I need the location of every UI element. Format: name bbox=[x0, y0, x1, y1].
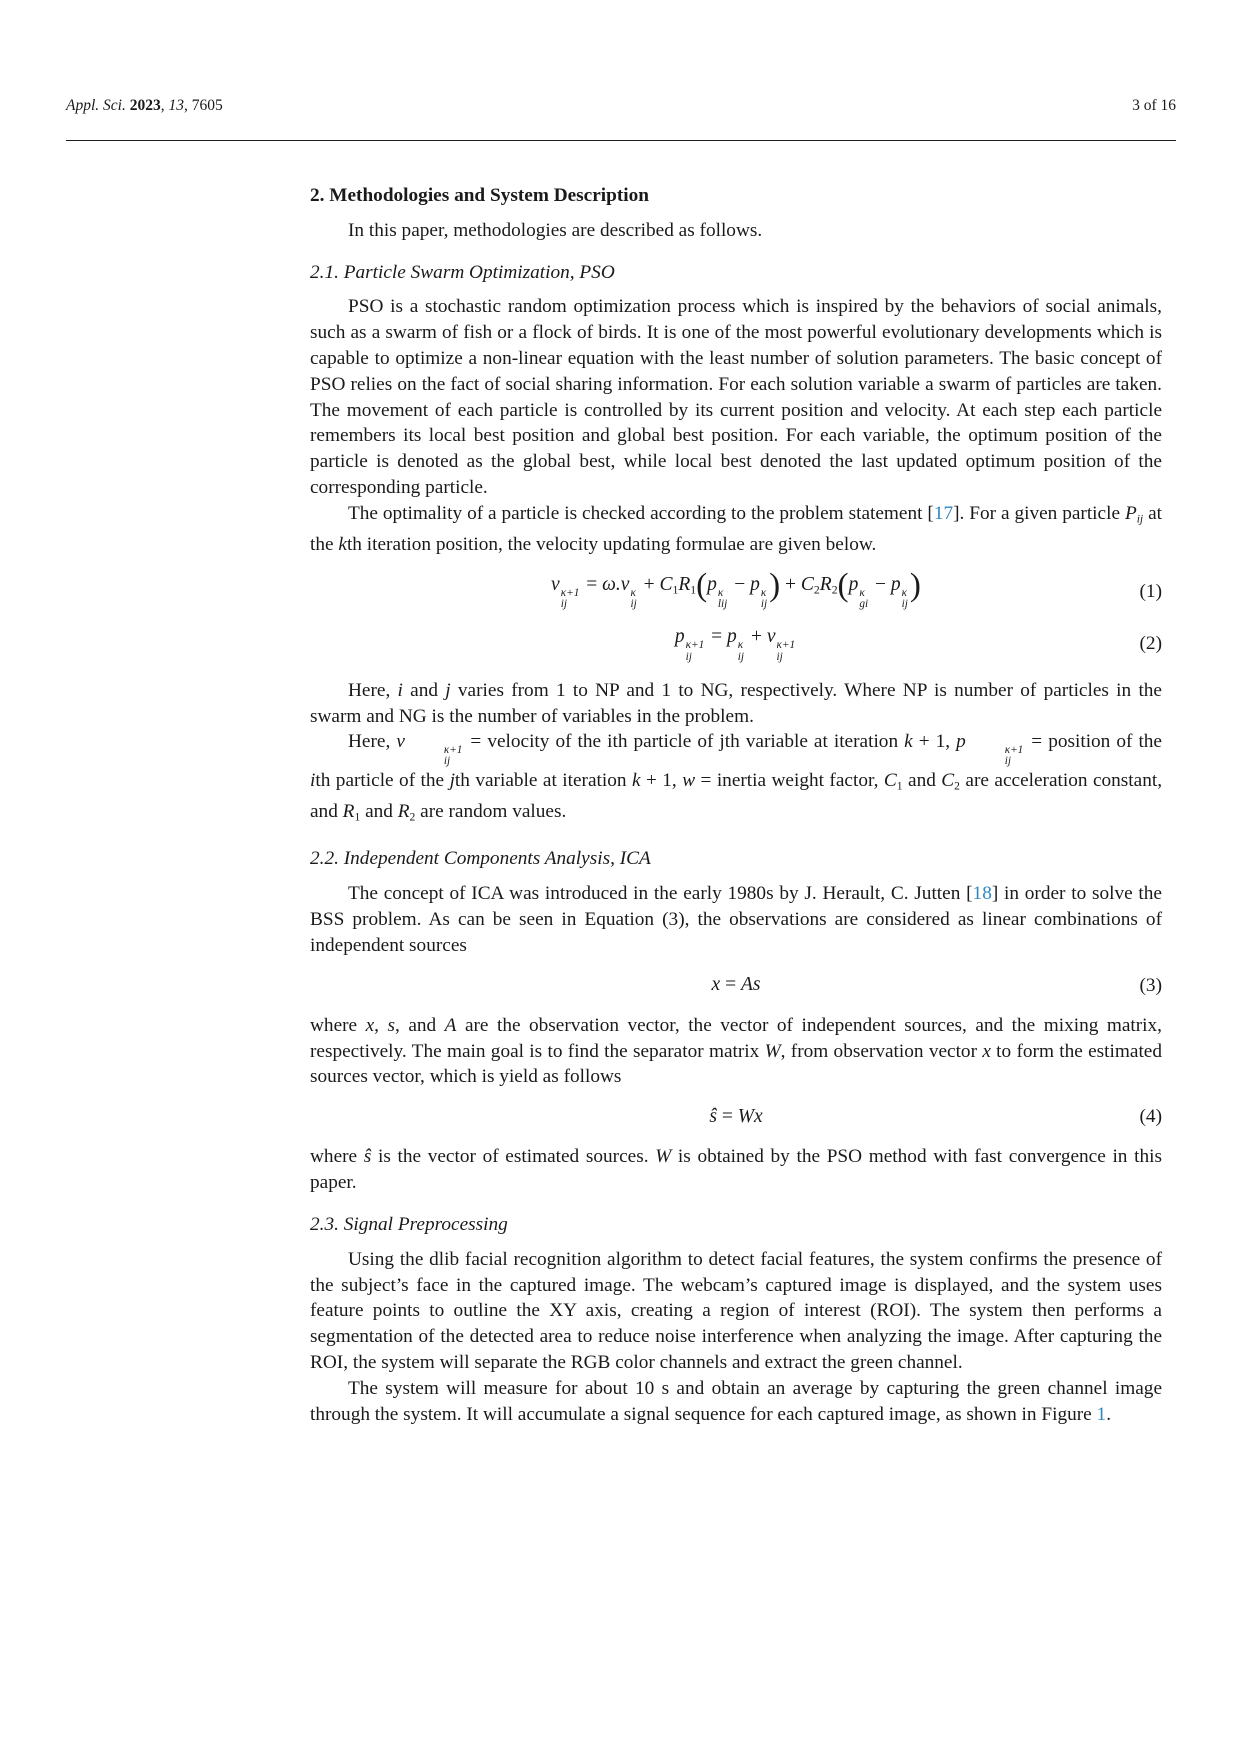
equation-3 bbox=[310, 973, 1162, 997]
paragraph-estimated-sources: where ŝ is the vector of estimated sources. W is obtained by the PSO method with fast convergence in this paper. bbox=[310, 1146, 1162, 1194]
math-supsub: κ+1 ij bbox=[776, 639, 796, 663]
equation-3-content: x = As bbox=[711, 974, 761, 996]
math-supsub: κ+1 ij bbox=[685, 639, 705, 663]
content-column bbox=[310, 183, 1162, 1427]
paragraph-optimality: The optimality of a particle is checked according to the problem statement [17]. For a given particle Pij at the kth iteration position, the velocity updating formulae are given below. bbox=[310, 502, 1162, 556]
ref-17-link[interactable]: 17 bbox=[933, 502, 954, 524]
ref-18-link[interactable]: 18 bbox=[972, 882, 992, 904]
paragraph-measurement: The system will measure for about 10 s and obtain an average by capturing the green channel image through the system. It will accumulate a signal sequence for each captured image, as shown in Figure 1. bbox=[310, 1377, 1162, 1425]
math-supsub: κ ij bbox=[737, 639, 745, 663]
equation-4-number: (4) bbox=[1139, 1106, 1162, 1128]
paragraph-ica: The concept of ICA was introduced in the early 1980s by J. Herault, C. Jutten [18] in order to solve the BSS problem. As can be seen in Equation (3), the observations are considered as linear combinations of independent sources bbox=[310, 882, 1162, 956]
math-supsub: κ+1 ij bbox=[1004, 744, 1024, 768]
equation-2 bbox=[310, 625, 1162, 663]
paragraph-variables-definitions: Here, v κ+1 ij = velocity of the ith particle of jth variable at iteration k + 1, p κ+1 ij = position of the ith particle of the jth variable at iteration k + 1, w = inertia weight factor, C1 and C2 are acceleration constant, and R1 and R2 are random values. bbox=[310, 731, 1163, 824]
equation-2-number: (2) bbox=[1139, 633, 1162, 655]
paragraph-separator-matrix: where x, s, and A are the observation vector, the vector of independent sources, and the mixing matrix, respectively. The main goal is to find the separator matrix W, from observation vector x to form the estimated sources vector, which is yield as follows bbox=[310, 1014, 1163, 1088]
equation-1-content: v κ+1 ij = ω.v κ ij + C1R1(p κ lij − p κ ij ) + C2R2(p κ gi − p κ ij ) bbox=[551, 566, 921, 611]
subsection-heading-2-3: 2.3. Signal Preprocessing bbox=[310, 1214, 508, 1236]
equation-2-content: p κ+1 ij = p κ ij + v κ+1 ij bbox=[674, 626, 796, 663]
paragraph-intro: In this paper, methodologies are described as follows. bbox=[348, 219, 763, 241]
math-supsub: κ+1 ij bbox=[443, 744, 463, 768]
equation-4-content: ŝ = Wx bbox=[709, 1106, 763, 1128]
math-supsub: κ lij bbox=[717, 586, 728, 611]
math-supsub: κ+1 ij bbox=[560, 586, 580, 611]
section-heading-2: 2. Methodologies and System Description bbox=[310, 185, 650, 206]
figure-1-link[interactable]: 1 bbox=[1096, 1403, 1107, 1425]
math-supsub: κ ij bbox=[760, 586, 768, 611]
journal-citation: Appl. Sci. 2023, 13, 7605 bbox=[66, 97, 223, 114]
page-header bbox=[66, 97, 1176, 115]
math-supsub: κ gi bbox=[859, 586, 869, 611]
equation-1 bbox=[310, 566, 1162, 611]
page-number: 3 of 16 bbox=[1132, 97, 1176, 114]
equation-3-number: (3) bbox=[1139, 974, 1162, 996]
paragraph-preprocessing: Using the dlib facial recognition algorithm to detect facial features, the system confirms the presence of the subject’s face in the captured image. The webcam’s captured image is displayed, and the system uses feature points to outline the XY axis, creating a region of interest (ROI). The system then performs a segmentation of the detected area to reduce noise interference when analyzing the image. After capturing the ROI, the system will separate the RGB color channels and extract the green channel. bbox=[310, 1248, 1162, 1374]
header-rule bbox=[66, 140, 1176, 141]
paragraph-variables-range: Here, i and j varies from 1 to NP and 1 to NG, respectively. Where NP is number of particles in the swarm and NG is the number of variables in the problem. bbox=[310, 679, 1162, 727]
math-supsub: κ ij bbox=[630, 586, 637, 611]
equation-1-number: (1) bbox=[1139, 580, 1162, 602]
paragraph-pso: PSO is a stochastic random optimization process which is inspired by the behaviors of social animals, such as a swarm of fish or a flock of birds. It is one of the most powerful evolutionary developments which is capable to optimize a non-linear equation with the least number of solution parameters. The basic concept of PSO relies on the fact of social sharing information. For each solution variable a swarm of particles are taken. The movement of each particle is controlled by its current position and velocity. At each step each particle remembers its local best position and global best position. For each variable, the optimum position of the particle is denoted as the global best, while local best denoted the last updated optimum position of the corresponding particle. bbox=[310, 296, 1162, 498]
equation-4 bbox=[310, 1105, 1162, 1129]
subsection-heading-2-1: 2.1. Particle Swarm Optimization, PSO bbox=[310, 261, 615, 283]
math-supsub: κ ij bbox=[901, 586, 908, 611]
subsection-heading-2-2: 2.2. Independent Components Analysis, ICA bbox=[310, 848, 651, 870]
